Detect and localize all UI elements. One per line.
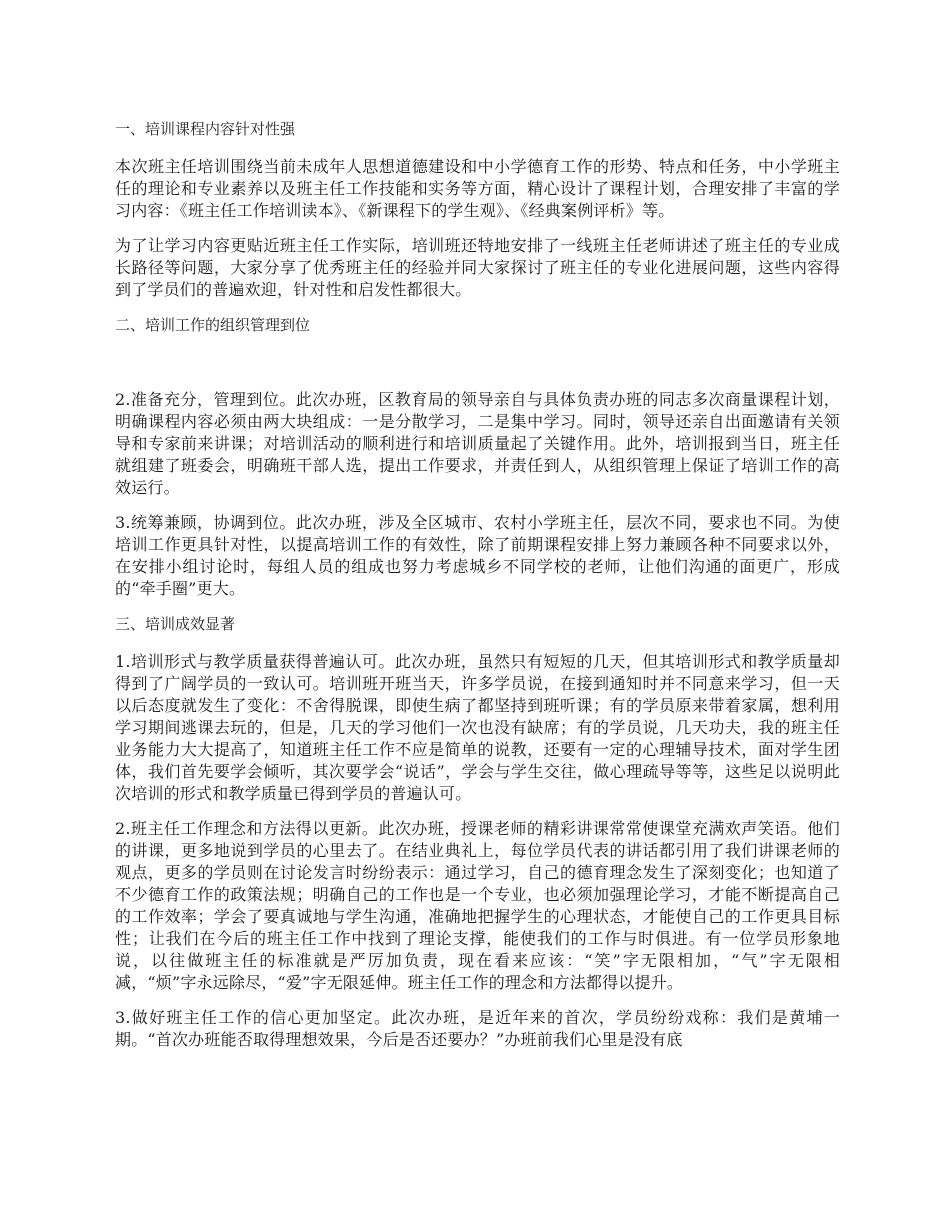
paragraph: 2.准备充分，管理到位。此次办班，区教育局的领导亲自与具体负责办班的同志多次商量课程计划，明确课程内容必须由两大块组成：一是分散学习，二是集中学习。同时，领导还亲自出面邀请有关领导和专家前来讲课；对培训活动的顺利进行和培训质量起了关键作用。此外，培训报到当日，班主任就组建了班委会，明确班干部人选，提出工作要求，并责任到人，从组织管理上保证了培训工作的高效运行。 [115,390,840,497]
section-heading-2: 二、培训工作的组织管理到位 [115,316,311,334]
paragraph: 2.班主任工作理念和方法得以更新。此次办班，授课老师的精彩讲课常常使课堂充满欢声笑语。他们的讲课，更多地说到学员的心里去了。在结业典礼上，每位学员代表的讲话都引用了我们讲课老师的观点，更多的学员则在讨论发言时纷纷表示：通过学习，自己的德育理念发生了深刻变化；也知道了不少德育工作的政策法规；明确自己的工作也是一个专业，也必须加强理论学习，才能不断提高自己的工作效率；学会了要真诚地与学生沟通，准确地把握学生的心理状态，才能使自己的工作更具目标性；让我们在今后的班主任工作中找到了理论支撑，能使我们的工作与时俱进。有一位学员形象地说，以往做班主任的标准就是严厉加负责，现在看来应该：“笑”字无限相加，“气”字无限相减，“烦”字永远除尽，“爱”字无限延伸。班主任工作的理念和方法都得以提升。 [115,819,840,992]
section-heading-1: 一、培训课程内容针对性强 [115,120,296,138]
blank-space [115,352,840,389]
document-page [115,118,840,1064]
section-heading-3: 三、培训成效显著 [115,615,236,633]
paragraph: 本次班主任培训围绕当前未成年人思想道德建设和中小学德育工作的形势、特点和任务，中小学班主任的理论和专业素养以及班主任工作技能和实务等方面，精心设计了课程计划，合理安排了丰富的学习内容：《班主任工作培训读本》、《新课程下的学生观》、《经典案例评析》等。 [115,157,840,220]
paragraph: 为了让学习内容更贴近班主任工作实际，培训班还特地安排了一线班主任老师讲述了班主任的专业成长路径等问题，大家分享了优秀班主任的经验并同大家探讨了班主任的专业化进展问题，这些内容得到了学员们的普遍欢迎，针对性和启发性都很大。 [115,236,840,299]
paragraph: 1.培训形式与教学质量获得普遍认可。此次办班，虽然只有短短的几天，但其培训形式和教学质量却得到了广阔学员的一致认可。培训班开班当天，许多学员说，在接到通知时并不同意来学习，但一天以后态度就发生了变化：不舍得脱课，即使生病了都坚持到班听课；有的学员原来带着家属，想利用学习期间逃课去玩的，但是，几天的学习他们一次也没有缺席；有的学员说，几天功夫，我的班主任业务能力大大提高了，知道班主任工作不应是简单的说教，还要有一定的心理辅导技术，面对学生团体，我们首先要学会倾听，其次要学会“说话”，学会与学生交往，做心理疏导等等，这些足以说明此次培训的形式和教学质量已得到学员的普遍认可。 [115,652,840,803]
paragraph: 3.做好班主任工作的信心更加坚定。此次办班，是近年来的首次，学员纷纷戏称：我们是黄埔一期。“首次办班能否取得理想效果，今后是否还要办？”办班前我们心里是没有底 [115,1008,840,1049]
paragraph: 3.统筹兼顾，协调到位。此次办班，涉及全区城市、农村小学班主任，层次不同，要求也不同。为使培训工作更具针对性，以提高培训工作的有效性，除了前期课程安排上努力兼顾各种不同要求以外，在安排小组讨论时，每组人员的组成也努力考虑城乡不同学校的老师，让他们沟通的面更广，形成的“牵手圈”更大。 [115,513,840,598]
